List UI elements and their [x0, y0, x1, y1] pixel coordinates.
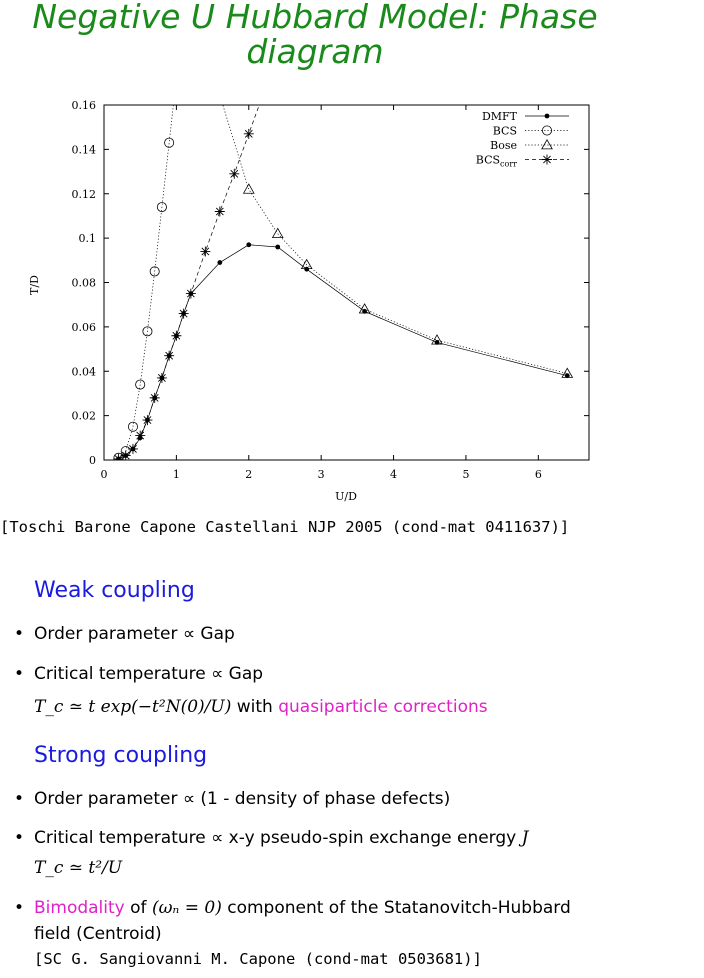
bullet-icon: • — [14, 789, 25, 809]
y-tick-label: 0.04 — [71, 365, 96, 379]
strong-item3-line2: field (Centroid) — [34, 924, 162, 944]
legend-marker-dmft — [545, 114, 550, 119]
data-point-dmft — [362, 309, 367, 314]
y-tick-label: 0.14 — [71, 143, 96, 157]
legend-label-bcs: BCS — [492, 124, 517, 138]
citation-toschi: [Toschi Barone Capone Castellani NJP 2005 (cond-mat 0411637)] — [0, 518, 570, 536]
y-tick-label: 0.08 — [71, 276, 96, 290]
y-tick-label: 0.16 — [71, 99, 96, 112]
data-point-dmft — [145, 418, 150, 423]
data-point-dmft — [246, 242, 251, 247]
data-point-dmft — [217, 260, 222, 265]
data-point-bcs — [136, 380, 145, 389]
bullet-icon: • — [14, 624, 25, 644]
y-tick-label: 0 — [89, 454, 96, 467]
series-bcscorr — [113, 90, 268, 464]
x-axis-label: U/D — [335, 490, 357, 503]
series-dmft — [116, 242, 570, 461]
legend-marker-bose — [542, 140, 552, 149]
strong-item3-of: of — [130, 898, 147, 918]
strong-formula-line — [34, 858, 122, 878]
phase-diagram-chart — [0, 90, 620, 510]
bullet-icon: • — [14, 898, 25, 918]
bullet-icon: • — [14, 664, 25, 684]
x-tick-label: 6 — [534, 468, 542, 481]
heading-weak-coupling: Weak coupling — [34, 578, 195, 603]
data-point-dmft — [188, 291, 193, 296]
x-tick-label: 2 — [245, 468, 253, 481]
data-point-dmft — [138, 435, 143, 440]
data-point-dmft — [116, 456, 121, 461]
bullet-icon: • — [14, 828, 25, 848]
x-tick-label: 3 — [317, 468, 325, 481]
strong-item2-line — [34, 828, 528, 848]
strong-formula: T_c ≃ t²/U — [34, 858, 123, 878]
data-point-dmft — [123, 453, 128, 458]
data-point-bcscorr — [200, 246, 210, 256]
bimodality-link: Bimodality — [34, 898, 125, 918]
y-tick-label: 0.06 — [71, 320, 96, 334]
data-point-dmft — [275, 245, 280, 250]
legend-label-bcscorr: $BCS_{corr}$ — [475, 153, 517, 169]
strong-item3-rest: component of the Statanovitch-Hubbard — [227, 898, 571, 918]
strong-item1-text: Order parameter ∝ (1 - density of phase defects) — [34, 789, 451, 809]
x-tick-label: 0 — [100, 468, 108, 481]
series-line-bcs — [118, 90, 176, 458]
strong-item2-text: Critical temperature ∝ x-y pseudo-spin exchange energy — [34, 828, 517, 848]
data-point-bcs — [165, 138, 174, 147]
data-point-dmft — [160, 376, 165, 381]
y-tick-label: 0.02 — [71, 409, 96, 423]
data-point-dmft — [435, 340, 440, 345]
heading-strong-coupling: Strong coupling — [34, 743, 208, 768]
weak-formula: T_c ≃ t exp(−t²N(0)/U) — [34, 697, 232, 717]
data-point-bcscorr — [229, 169, 239, 179]
legend-marker-bcs — [542, 126, 551, 135]
legend-marker-bcscorr — [542, 155, 552, 165]
weak-item1-text: Order parameter ∝ Gap — [34, 624, 235, 644]
data-point-dmft — [152, 395, 157, 400]
legend-label-bose: Bose — [490, 139, 517, 152]
data-point-dmft — [565, 373, 570, 378]
x-tick-label: 5 — [462, 468, 470, 481]
page-title-line2: diagram — [246, 32, 384, 71]
data-point-bcscorr — [258, 90, 268, 99]
x-tick-label: 1 — [172, 468, 180, 481]
strong-item3-line — [34, 898, 571, 918]
series-bcs — [114, 90, 181, 462]
data-point-dmft — [167, 353, 172, 358]
series-line-bcscorr — [118, 94, 263, 459]
weak-item2-text: Critical temperature ∝ Gap — [34, 664, 264, 684]
data-point-bcscorr — [215, 207, 225, 217]
series-line-dmft — [118, 245, 567, 459]
quasiparticle-corrections-link: quasiparticle corrections — [278, 697, 488, 717]
data-point-dmft — [131, 447, 136, 452]
x-tick-label: 4 — [390, 468, 398, 481]
data-point-bose — [273, 228, 283, 237]
data-point-dmft — [304, 267, 309, 272]
weak-with-text: with — [236, 697, 273, 717]
plot-frame — [104, 105, 589, 460]
citation-sangiovanni: [SC G. Sangiovanni M. Capone (cond-mat 0503681)] — [34, 950, 482, 968]
data-point-bcscorr — [244, 129, 254, 139]
weak-formula-line — [34, 697, 488, 717]
strong-item3-math: (ωₙ = 0) — [151, 898, 222, 918]
series-bose — [207, 90, 572, 377]
page-title-line1: Negative U Hubbard Model: Phase — [32, 0, 598, 36]
y-tick-label: 0.1 — [78, 232, 96, 246]
data-point-dmft — [174, 333, 179, 338]
legend-label-dmft: DMFT — [481, 110, 517, 123]
y-axis-label: T/D — [28, 275, 41, 295]
data-point-dmft — [181, 311, 186, 316]
y-tick-label: 0.12 — [71, 187, 96, 201]
strong-item2-symbol: J — [521, 828, 529, 848]
